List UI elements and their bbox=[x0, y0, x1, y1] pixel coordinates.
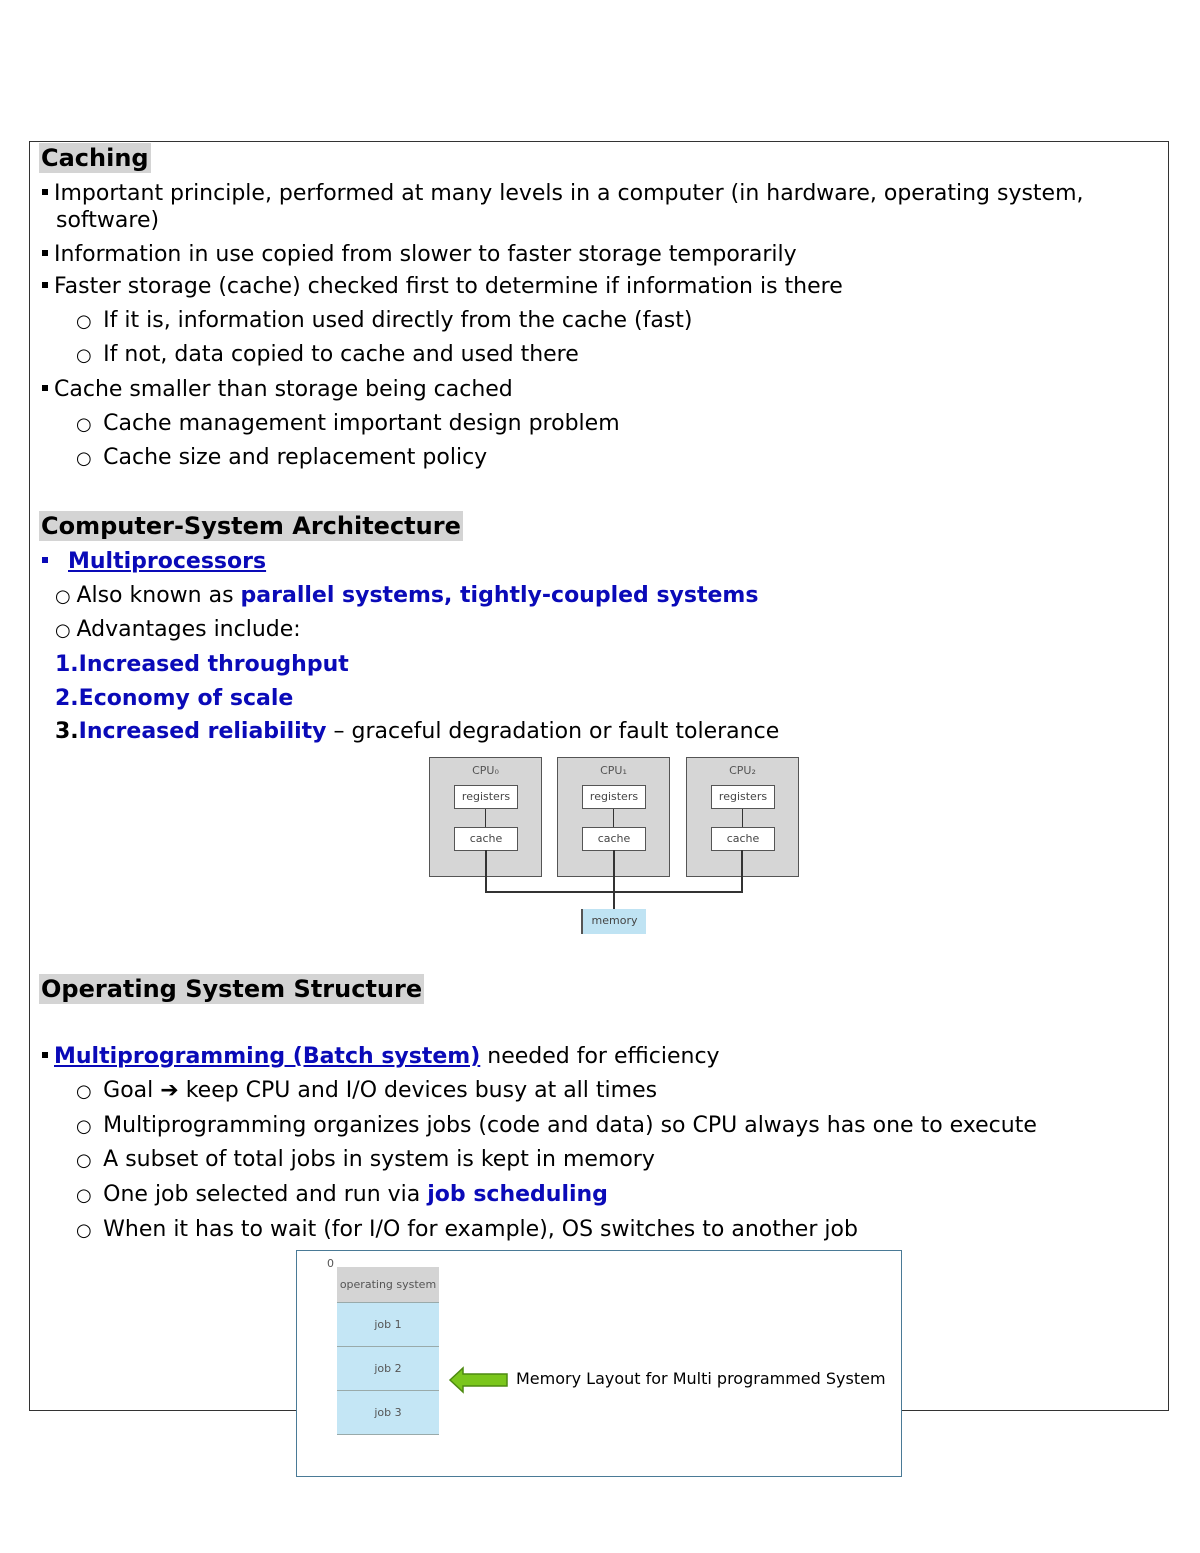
segment-job-3: job 3 bbox=[337, 1391, 439, 1435]
os-structure-heading: Operating System Structure bbox=[41, 975, 423, 1003]
segment-job-1: job 1 bbox=[337, 1303, 439, 1347]
aka-line: ○ Also known as parallel systems, tightly-coupled systems bbox=[55, 583, 759, 608]
circle-bullet-icon: ○ bbox=[55, 620, 77, 641]
connector-line bbox=[485, 809, 486, 827]
caching-sub-1: ○ If it is, information used directly from the cache (fast) bbox=[76, 308, 693, 333]
multiprogramming-bullet: Multiprogramming (Batch system) needed for efficiency bbox=[42, 1043, 720, 1071]
circle-bullet-icon: ○ bbox=[76, 311, 104, 332]
bus-line bbox=[485, 850, 487, 892]
caching-heading: Caching bbox=[41, 144, 149, 172]
cpu-1-label: CPU₁ bbox=[600, 764, 627, 777]
square-bullet-icon bbox=[42, 557, 48, 563]
cpu-0-registers: registers bbox=[454, 785, 518, 809]
connector-line bbox=[742, 809, 743, 827]
cpu-2-label: CPU₂ bbox=[729, 764, 756, 777]
circle-bullet-icon: ○ bbox=[55, 586, 77, 607]
bus-line bbox=[741, 850, 743, 892]
cpu-2-registers: registers bbox=[711, 785, 775, 809]
cpu-1-registers: registers bbox=[582, 785, 646, 809]
circle-bullet-icon: ○ bbox=[76, 1185, 104, 1206]
multiprocessors-link[interactable]: Multiprocessors bbox=[68, 549, 267, 574]
circle-bullet-icon: ○ bbox=[76, 1081, 104, 1102]
circle-bullet-icon: ○ bbox=[76, 448, 104, 469]
advantage-2: 2.Economy of scale bbox=[55, 686, 294, 711]
caching-sub-4: ○ Cache size and replacement policy bbox=[76, 445, 488, 470]
caching-bullet-1-cont: software) bbox=[56, 208, 160, 233]
caching-bullet-3: Faster storage (cache) checked first to determine if information is there bbox=[42, 273, 843, 301]
cpu-0-label: CPU₀ bbox=[472, 764, 499, 777]
bus-line bbox=[613, 850, 615, 910]
os-sub-4: ○ One job selected and run via job scheduling bbox=[76, 1182, 608, 1207]
cpu-2-cache: cache bbox=[711, 827, 775, 851]
circle-bullet-icon: ○ bbox=[76, 345, 104, 366]
memory-layout-caption: Memory Layout for Multi programmed System bbox=[516, 1369, 886, 1388]
memory-layout-clip bbox=[297, 1261, 903, 1419]
caching-sub-2: ○ If not, data copied to cache and used there bbox=[76, 342, 579, 367]
cpu-2-box bbox=[686, 757, 799, 877]
caching-bullet-4: Cache smaller than storage being cached bbox=[42, 376, 513, 404]
connector-line bbox=[613, 809, 614, 827]
multiprogramming-link[interactable]: Multiprogramming (Batch system) bbox=[54, 1044, 481, 1069]
segment-job-2: job 2 bbox=[337, 1347, 439, 1391]
memory-layout-figure bbox=[296, 1250, 902, 1477]
cpu-0-cache: cache bbox=[454, 827, 518, 851]
arrow-right-icon: ➔ bbox=[160, 1078, 179, 1103]
caching-sub-3: ○ Cache management important design problem bbox=[76, 411, 620, 436]
multiprocessors-item bbox=[42, 548, 266, 576]
os-sub-2: ○ Multiprogramming organizes jobs (code and data) so CPU always has one to execute bbox=[76, 1113, 1037, 1138]
circle-bullet-icon: ○ bbox=[76, 1116, 104, 1137]
advantage-1: 1.Increased throughput bbox=[55, 652, 349, 677]
circle-bullet-icon: ○ bbox=[76, 414, 104, 435]
square-bullet-icon bbox=[42, 385, 48, 391]
caching-bullet-2: Information in use copied from slower to faster storage temporarily bbox=[42, 241, 797, 269]
memory-box: memory bbox=[581, 909, 646, 934]
address-zero-label: 0 bbox=[327, 1257, 334, 1270]
square-bullet-icon bbox=[42, 250, 48, 256]
os-sub-3: ○ A subset of total jobs in system is kept in memory bbox=[76, 1147, 655, 1172]
advantages-line: ○ Advantages include: bbox=[55, 617, 301, 642]
goal-line: ○ Goal ➔ keep CPU and I/O devices busy at all times bbox=[76, 1078, 658, 1103]
circle-bullet-icon: ○ bbox=[76, 1220, 104, 1241]
square-bullet-icon bbox=[42, 282, 48, 288]
segment-operating-system: operating system bbox=[337, 1267, 439, 1303]
cpu-1-cache: cache bbox=[582, 827, 646, 851]
square-bullet-icon bbox=[42, 1052, 48, 1058]
caching-bullet-1: Important principle, performed at many levels in a computer (in hardware, operating system, bbox=[42, 180, 1084, 208]
circle-bullet-icon: ○ bbox=[76, 1150, 104, 1171]
square-bullet-icon bbox=[42, 189, 48, 195]
os-sub-5: ○ When it has to wait (for I/O for example), OS switches to another job bbox=[76, 1217, 858, 1242]
bus-line bbox=[485, 891, 743, 893]
architecture-heading: Computer-System Architecture bbox=[41, 512, 461, 540]
green-arrow-left-icon bbox=[449, 1367, 509, 1393]
advantage-3: 3.Increased reliability – graceful degradation or fault tolerance bbox=[55, 719, 780, 744]
